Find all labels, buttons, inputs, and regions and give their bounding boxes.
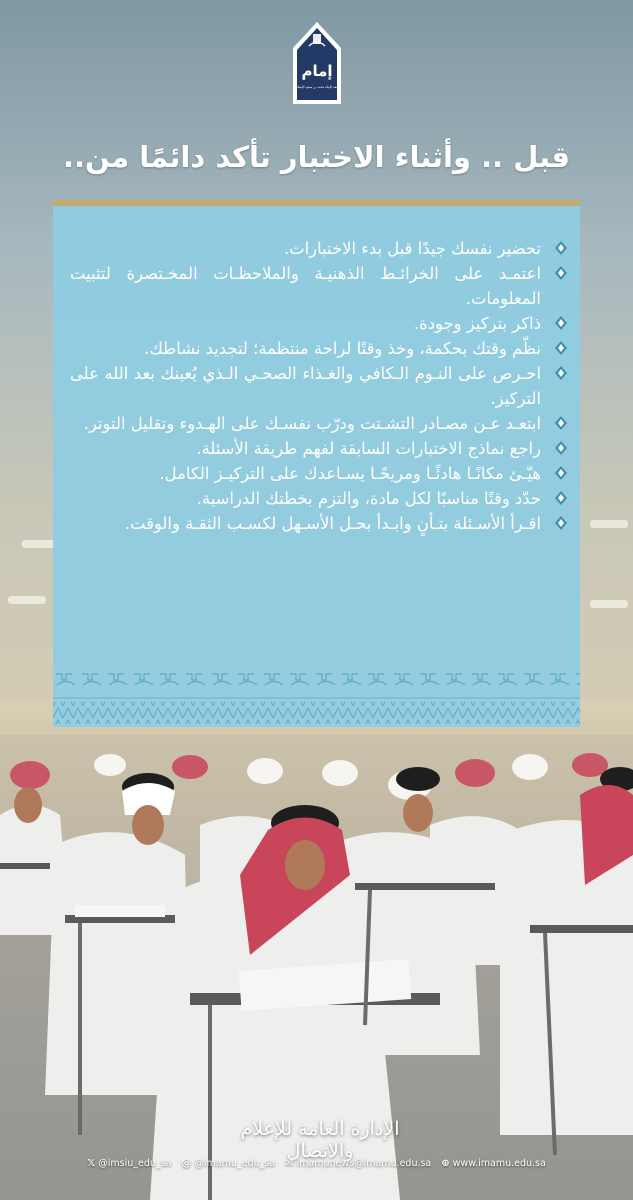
diamond-bullet-icon <box>555 316 567 330</box>
diamond-bullet-icon <box>555 516 567 530</box>
list-item <box>70 511 567 536</box>
diamond-bullet-icon <box>555 341 567 355</box>
tip-text: نظّم وقتك بحكمة، وخذ وقتًا لراحة منتظمة؛ لتجديد نشاطك. <box>144 339 541 358</box>
tips-list <box>70 236 567 536</box>
diamond-bullet-icon <box>555 266 567 280</box>
diamond-bullet-icon <box>555 491 567 505</box>
list-item <box>70 236 567 261</box>
decorative-pattern <box>53 670 580 727</box>
tip-text: راجع نماذج الاختبارات السابقة لفهم طريقة الأسئلة. <box>196 439 541 458</box>
tip-text: احـرص على النـوم الـكافي والغـذاء الصحـي الـذي يُعينك بعد الله على التركيز. <box>70 364 541 408</box>
tip-text: اعتمـد على الخرائـط الذهنيـة والملاحظـات المخـتصرة لتثبيت المعلومات. <box>70 264 541 308</box>
social-handle: www.imamu.edu.sa <box>452 1158 546 1169</box>
diamond-bullet-icon <box>555 241 567 255</box>
logo-wordmark: إمام <box>301 62 333 80</box>
department-signature: الإدارة العامة للإعلام والاتصال <box>240 1118 400 1162</box>
diamond-bullet-icon <box>555 366 567 380</box>
tip-text: اقـرأ الأسـئلة بتـأنٍ وابـدأ بحـل الأسـهل لكسـب الثقـة والوقت. <box>124 514 541 533</box>
list-item <box>70 361 567 411</box>
social-handle: @imsiu_edu_sa <box>98 1158 172 1169</box>
list-item <box>70 261 567 311</box>
globe-icon: ⊕ <box>441 1158 450 1169</box>
diamond-bullet-icon <box>555 416 567 430</box>
panel-accent-bar <box>53 200 580 206</box>
social-handle: imamunews@imamu.edu.sa <box>296 1158 432 1169</box>
social-link[interactable] <box>87 1158 171 1169</box>
list-item <box>70 336 567 361</box>
social-link[interactable] <box>181 1158 275 1169</box>
university-logo <box>289 20 345 104</box>
list-item <box>70 311 567 336</box>
logo-subtitle: جامعة الإمام محمد بن سعود الإسلامية <box>293 85 341 89</box>
mail-icon: ✉ <box>285 1158 294 1169</box>
tip-text: هيّـئ مكانًـا هادئًـا ومريحًـا يسـاعدك على التركيـز الكامل. <box>159 464 541 483</box>
tip-text: تحضير نفسك جيدًا قبل بدء الاختبارات. <box>283 239 541 258</box>
at-icon: @ <box>181 1158 192 1169</box>
diamond-bullet-icon <box>555 466 567 480</box>
list-item <box>70 411 567 436</box>
x-icon: 𝕏 <box>87 1158 96 1169</box>
list-item <box>70 436 567 461</box>
tip-text: ابتعـد عـن مصـادر التشـتت ودرّب نفسـك على الهـدوء وتقليل التوتر. <box>83 414 541 433</box>
tip-text: ذاكر بتركيز وجودة. <box>413 314 541 333</box>
social-link[interactable] <box>285 1158 431 1169</box>
list-item <box>70 486 567 511</box>
page-title: قبل .. وأثناء الاختبار تأكد دائمًا من.. <box>63 140 570 174</box>
diamond-bullet-icon <box>555 441 567 455</box>
social-links <box>0 1158 633 1169</box>
social-link[interactable] <box>441 1158 546 1169</box>
tip-text: حدّد وقتًا مناسبًا لكل مادة، والتزم بخطتك الدراسية. <box>196 489 541 508</box>
social-handle: @imamu_edu_sa <box>194 1158 276 1169</box>
list-item <box>70 461 567 486</box>
